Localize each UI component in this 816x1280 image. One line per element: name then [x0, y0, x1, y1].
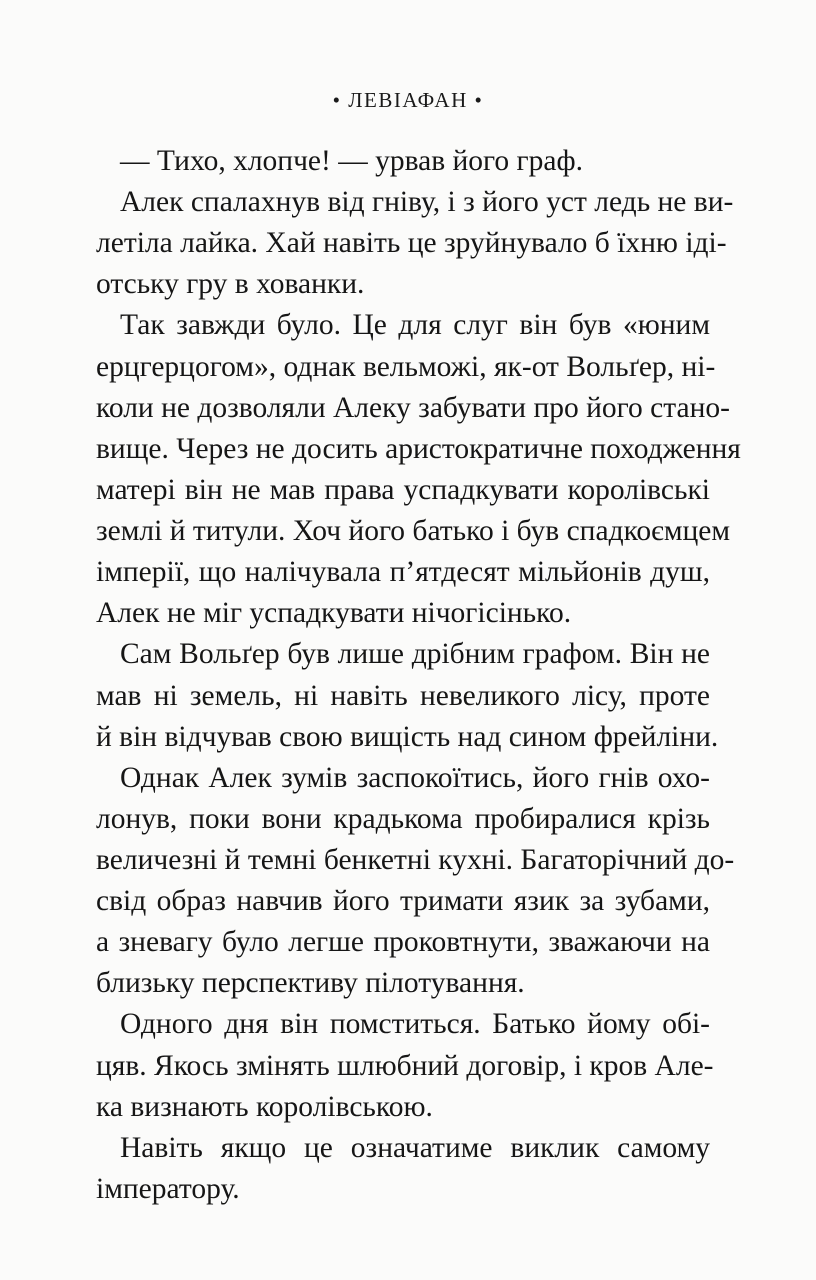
text-line: ка визнають королівською.	[96, 1090, 433, 1123]
text-line: свід образ навчив його тримати язик за зубами,	[96, 885, 710, 918]
text-line: ерцгерцогом», однак вельможі, як-от Вольґер, ні-	[96, 350, 716, 383]
text-line: матері він не мав права успадкувати королівські	[96, 473, 710, 506]
text-line: імператору.	[96, 1172, 240, 1205]
text-line: отську гру в хованки.	[96, 268, 365, 301]
text-line: Одного дня він помститься. Батько йому обі-	[120, 1008, 710, 1041]
text-line: величезні й темні бенкетні кухні. Багаторічний до-	[96, 843, 735, 876]
text-line: а зневагу було легше проковтнути, зважаючи на	[96, 926, 710, 959]
text-line: — Тихо, хлопче! — урвав його граф.	[120, 145, 583, 177]
text-line: Однак Алек зумів заспокоїтись, його гнів охо-	[120, 761, 710, 794]
text-line: вище. Через не досить аристократичне походження	[96, 432, 741, 465]
text-line: лонув, поки вони крадькома пробиралися крізь	[96, 802, 710, 835]
text-line: Алек спалахнув від гніву, і з його уст ледь не ви-	[120, 186, 734, 219]
text-line: коли не дозволяли Алеку забувати про його стано-	[96, 391, 730, 424]
text-line: імперії, що налічувала п’ятдесят мільйонів душ,	[96, 556, 710, 589]
text-line: Сам Вольґер був лише дрібним графом. Він не	[120, 638, 710, 671]
text-line: й він відчував свою вищість над сином фрейліни.	[96, 720, 719, 753]
text-line: близьку перспективу пілотування.	[96, 967, 525, 1000]
text-line: летіла лайка. Хай навіть це зруйнувало б їхню іді-	[96, 227, 727, 260]
text-line: Навіть якщо це означатиме виклик самому	[120, 1131, 710, 1164]
text-line: Так завжди було. Це для слуг він був «юним	[120, 309, 710, 342]
text-line: землі й титули. Хоч його батько і був спадкоємцем	[96, 515, 731, 548]
running-head: • ЛЕВІАФАН •	[332, 88, 484, 112]
text-line: Алек не міг успадкувати нічогісінько.	[96, 597, 572, 630]
text-line: цяв. Якось змінять шлюбний договір, і кров Але-	[96, 1049, 714, 1082]
text-line: мав ні земель, ні навіть невеликого лісу, проте	[96, 679, 710, 712]
